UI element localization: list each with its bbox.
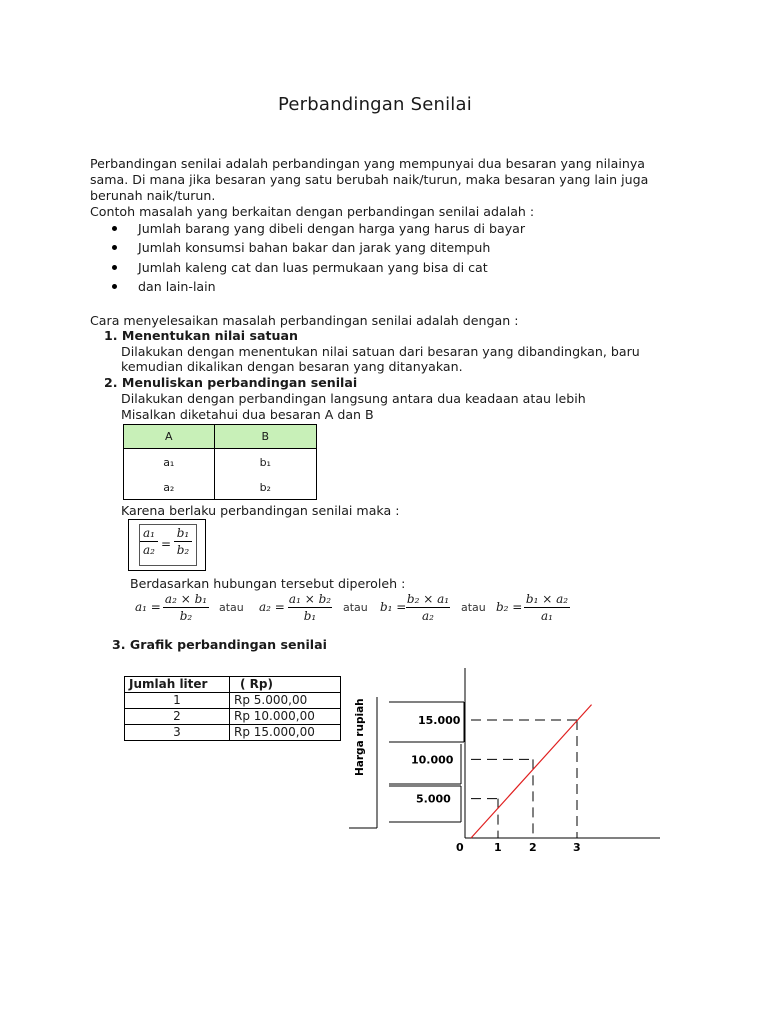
formula4-denominator: a₁ xyxy=(541,609,553,623)
step1-line-2: kemudian dikalikan dengan besaran yang ditanyakan. xyxy=(121,359,463,374)
table-cell: Rp 10.000,00 xyxy=(230,709,341,725)
because-text: Karena berlaku perbandingan senilai maka : xyxy=(121,503,400,518)
y-tick-label: 5.000 xyxy=(416,792,451,806)
y-axis-label: Harga rupiah xyxy=(354,698,366,776)
formula4-numerator: b₁ × a₂ xyxy=(525,592,569,606)
atau-text: atau xyxy=(219,601,244,614)
table-cell: 1 xyxy=(125,693,230,709)
table-cell: b₁ xyxy=(214,449,316,476)
table-cell: 3 xyxy=(125,725,230,741)
ratio-a1: a₁ xyxy=(143,526,155,540)
x-tick-label: 3 xyxy=(573,841,581,854)
intro-line-3: berunah naik/turun. xyxy=(90,188,216,203)
formula2-lhs: a₂ = xyxy=(259,600,285,614)
table-cell: a₁ xyxy=(124,449,215,476)
intro-line-4: Contoh masalah yang berkaitan dengan perbandingan senilai adalah : xyxy=(90,204,535,219)
atau-text: atau xyxy=(343,601,368,614)
x-tick-label: 1 xyxy=(494,841,502,854)
method-intro: Cara menyelesaikan masalah perbandingan senilai adalah dengan : xyxy=(90,313,519,328)
price-header-liter: Jumlah liter xyxy=(125,677,230,693)
intro-line-1: Perbandingan senilai adalah perbandingan yang mempunyai dua besaran yang nilainya xyxy=(90,156,646,171)
y-tick-label: 10.000 xyxy=(411,753,454,767)
page-title: Perbandingan Senilai xyxy=(278,94,472,115)
table-header-b: B xyxy=(214,425,316,449)
step3-heading: 3. Grafik perbandingan senilai xyxy=(112,637,327,652)
formula2-numerator: a₁ × b₂ xyxy=(288,592,332,606)
ratio-a2: a₂ xyxy=(143,543,155,557)
ratio-equals: = xyxy=(161,537,172,551)
table-cell: Rp 15.000,00 xyxy=(230,725,341,741)
formula3-numerator: b₂ × a₁ xyxy=(406,592,450,606)
formula4-lhs: b₂ = xyxy=(496,600,523,614)
step1-line-1: Dilakukan dengan menentukan nilai satuan dari besaran yang dibandingkan, baru xyxy=(121,344,640,359)
formula3-denominator: a₂ xyxy=(422,609,434,623)
step2-line-2: Misalkan diketahui dua besaran A dan B xyxy=(121,407,374,422)
table-cell: a₂ xyxy=(124,475,215,500)
series-line xyxy=(471,705,592,838)
table-header-a: A xyxy=(124,425,215,449)
step1-heading: 1. Menentukan nilai satuan xyxy=(104,328,298,343)
step2-heading: 2. Menuliskan perbandingan senilai xyxy=(104,375,358,390)
derived-text: Berdasarkan hubungan tersebut diperoleh : xyxy=(130,576,406,591)
formula1-numerator: a₂ × b₁ xyxy=(164,592,208,606)
x-tick-label: 0 xyxy=(456,841,464,854)
table-cell: 2 xyxy=(125,709,230,725)
intro-line-2: sama. Di mana jika besaran yang satu berubah naik/turun, maka besaran yang lain juga xyxy=(90,172,649,187)
formula3-lhs: b₁ = xyxy=(380,600,407,614)
atau-text: atau xyxy=(461,601,486,614)
formula1-lhs: a₁ = xyxy=(135,600,161,614)
x-tick-label: 2 xyxy=(529,841,537,854)
step2-line-1: Dilakukan dengan perbandingan langsung antara dua keadaan atau lebih xyxy=(121,391,586,406)
formula2-denominator: b₁ xyxy=(303,609,317,623)
price-header-rp: ( Rp) xyxy=(230,677,341,693)
y-tick-label: 15.000 xyxy=(418,714,461,727)
formula1-denominator: b₂ xyxy=(179,609,193,623)
ratio-b2: b₂ xyxy=(176,543,190,557)
ratio-b1: b₁ xyxy=(176,526,190,540)
table-cell: Rp 5.000,00 xyxy=(230,693,341,709)
table-cell: b₂ xyxy=(214,475,316,500)
